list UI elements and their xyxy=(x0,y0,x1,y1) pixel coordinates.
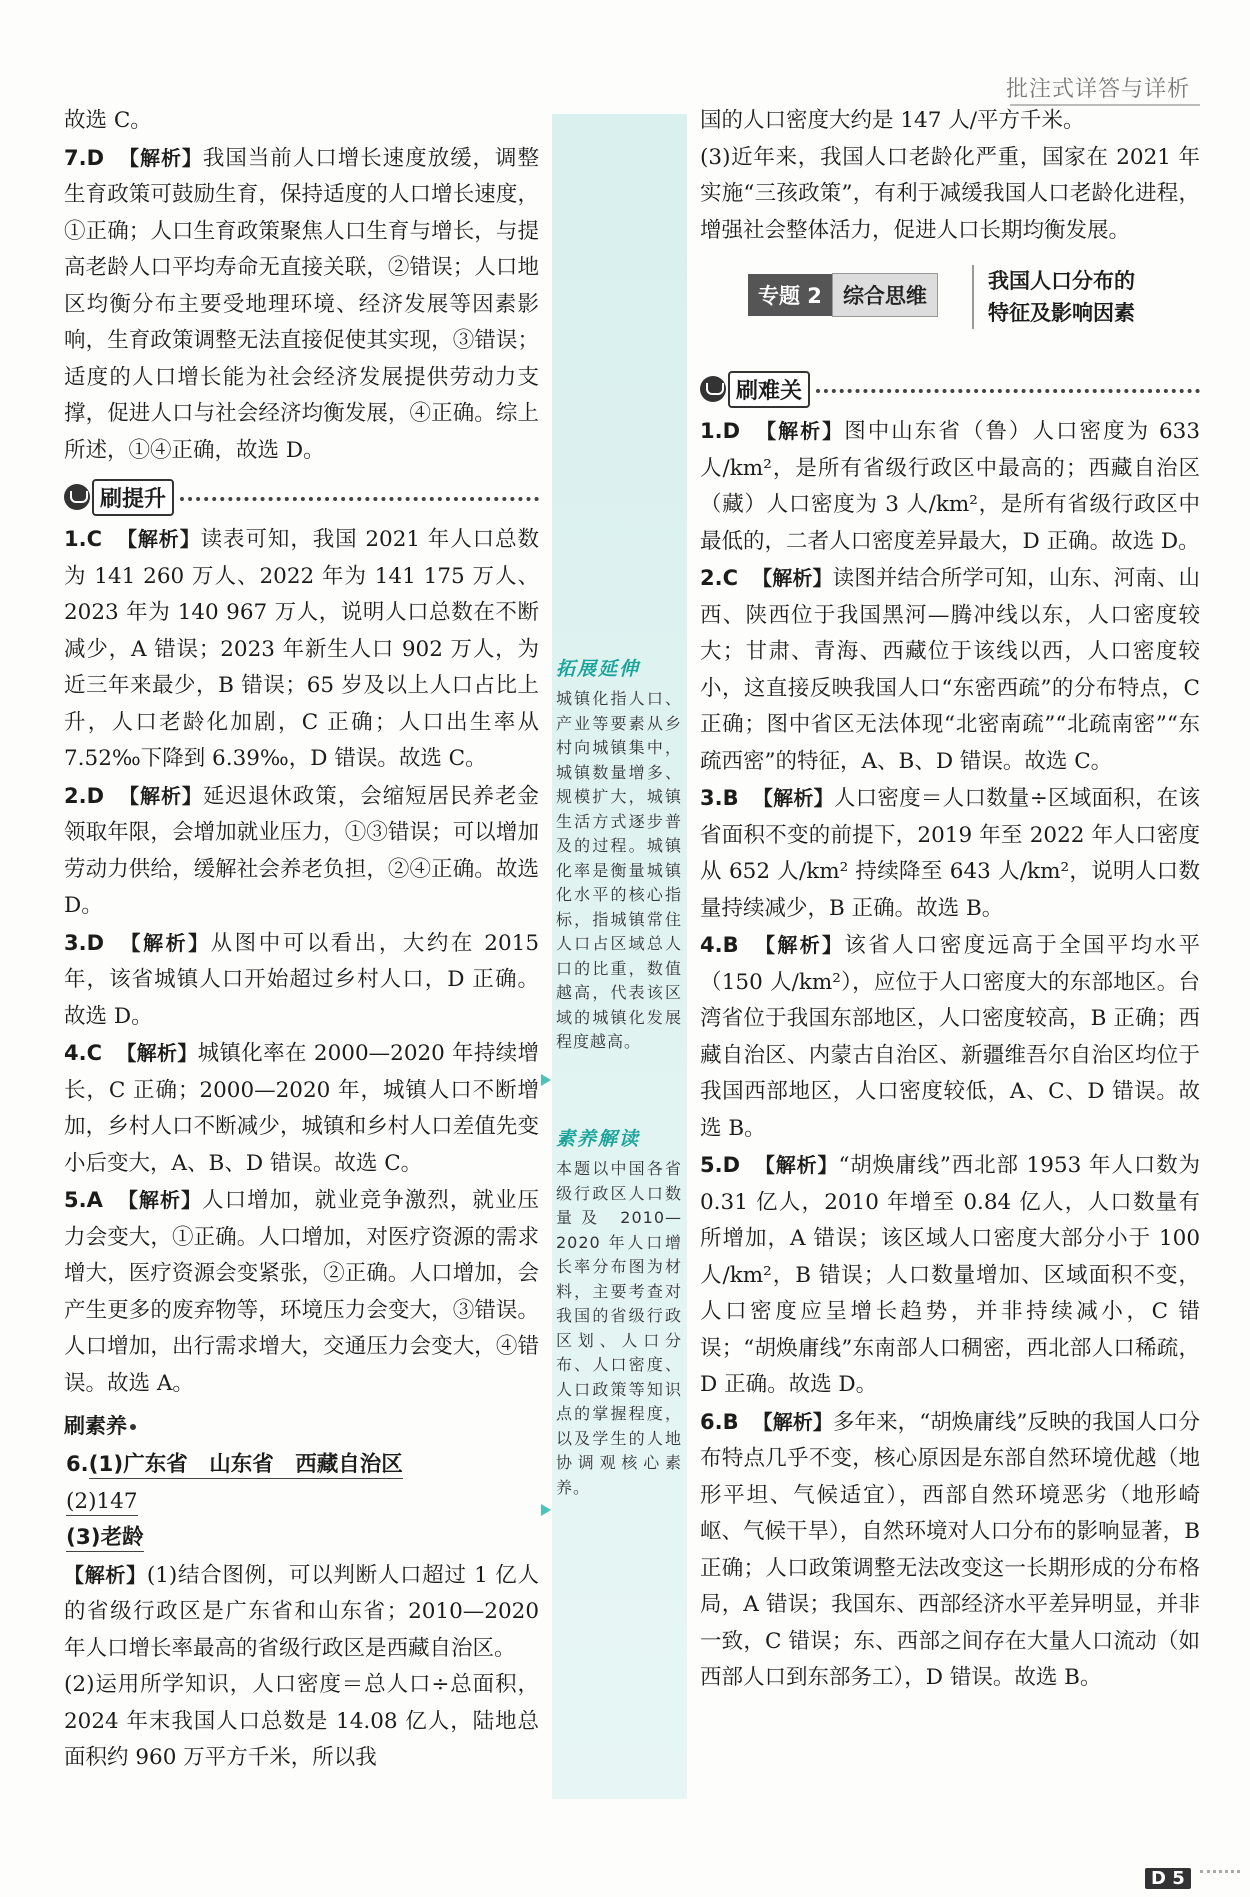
analysis-text: “胡焕庸线”西北部 1953 年人口数为 0.31 亿人，2010 年增至 0.84 亿人，人口数量有所增加，A 错误；该区域人口密度大部分小于 100 人/km²，B 错误；人口数量增加、区域面积不变，人口密度应呈增长趋势，并非持续减小，C 错误；“胡焕庸线”东南部人口稠密，西北部人口稀疏，D 正确。故选 D。 xyxy=(700,1153,1201,1397)
item-answer: (1)广东省 山东省 西藏自治区 xyxy=(88,1452,403,1477)
analysis-text: 读图并结合所学可知，山东、河南、山西、陕西位于我国黑河—腾冲线以东，人口密度较大；甘肃、青海、西藏位于该线以西，人口密度较小，这直接反映我国人口“东密西疏”的分布特点，C 正确；图中省区无法体现“北密南疏”“北疏南密”“东疏西密”的特征，A、B、D 错误。故选 C。 xyxy=(700,566,1200,774)
header-title: 批注式详答与详析 xyxy=(1005,77,1190,102)
extension-note-text: 城镇化指人口、产业等要素从乡村向城镇集中，城镇数量增多、规模扩大，城镇生活方式逐步普及的过程。城镇化率是衡量城镇化水平的核心指标，指城镇常住人口占区域总人口的比重，数值越高，代表该区域的城镇化发展程度越高。 xyxy=(556,689,682,1051)
side-note-column xyxy=(552,114,687,1799)
answer-item-3 xyxy=(700,780,1200,927)
item-answer: B xyxy=(722,786,739,810)
analysis-tag: 【解析】 xyxy=(752,566,833,590)
extension-note xyxy=(556,654,682,1055)
item-number: 4. xyxy=(64,1041,87,1065)
answer-text: 故选 C。 xyxy=(64,108,152,133)
topic-title xyxy=(972,265,1135,329)
brush-icon xyxy=(700,376,726,402)
section-label: 刷提升 xyxy=(92,479,174,516)
item-answer: D xyxy=(86,783,105,808)
item-answer: (3)老龄 xyxy=(66,1525,144,1550)
item-answer: D xyxy=(722,419,741,443)
item-answer: (2)147 xyxy=(66,1488,138,1514)
topic-label-box xyxy=(748,273,938,317)
literacy-note-text: 本题以中国各省级行政区人口数量及 2010—2020 年人口增长率分布图为材料，主要考查对我国的省级行政区划、人口分布、人口密度、人口政策等知识点的掌握程度，以及学生的人地协调观核心素养。 xyxy=(556,1159,682,1497)
item-answer: B xyxy=(722,933,739,957)
topic-category: 综合思维 xyxy=(832,273,938,317)
item-answer-2 xyxy=(64,1484,539,1521)
dotted-rule xyxy=(180,497,539,501)
dot-icon xyxy=(130,1424,136,1430)
item-answer: C xyxy=(722,566,739,590)
answer-item-7 xyxy=(64,140,539,470)
analysis-tag: 【解析】 xyxy=(752,786,834,810)
section-header-hard xyxy=(700,367,1200,411)
section-label: 刷素养 xyxy=(64,1414,127,1438)
right-column xyxy=(700,103,1200,1697)
answer-item-3 xyxy=(64,925,539,1036)
analysis-text: (2)运用所学知识，人口密度＝总人口÷总面积，2024 年末我国人口总数是 14.08 亿人，陆地总面积约 960 万平方千米，所以我 xyxy=(64,1672,539,1770)
analysis-tag: 【解析】 xyxy=(752,1409,833,1434)
answer-item-1 xyxy=(64,521,539,778)
analysis-text: 该省人口密度远高于全国平均水平（150 人/km²），应位于人口密度大的东部地区。台湾省位于我国东部地区，人口密度较高，B 正确；西藏自治区、内蒙古自治区、新疆维吾尔自治区均位于我国西部地区，人口密度较低，A、C、D 错误。故选 B。 xyxy=(700,933,1200,1141)
analysis-text: 我国当前人口增长速度放缓，调整生育政策可鼓励生育，保持适度的人口增长速度，①正确；人口生育政策聚焦人口生育与增长，与提高老龄人口平均寿命无直接关联，②错误；人口地区均衡分布主要受地理环境、经济发展等因素影响，生育政策调整无法直接促使其实现，③错误；适度的人口增长能为社会经济发展提供劳动力支撑，促进人口与社会经济均衡发展，④正确。综上所述，①④正确，故选 D。 xyxy=(64,145,539,463)
item-number: 2. xyxy=(64,783,87,808)
item-answer: D xyxy=(86,930,105,955)
analysis-text: 延迟退休政策，会缩短居民养老金领取年限，会增加就业压力，①③错误；可以增加劳动力供给，缓解社会养老负担，②④正确。故选 D。 xyxy=(64,783,539,918)
answer-item-6 xyxy=(700,1404,1200,1697)
answer-text: 国的人口密度大约是 147 人/平方千米。 xyxy=(700,108,1085,133)
analysis-text: 人口密度＝人口数量÷区域面积，在该省面积不变的前提下，2019 年至 2022 年人口密度从 652 人/km² 持续降至 643 人/km²，说明人口数量持续减少，B 正确。故选 B。 xyxy=(700,786,1200,921)
answer-item-4 xyxy=(700,927,1200,1147)
analysis-text: (1)结合图例，可以判断人口超过 1 亿人的省级行政区是广东省和山东省；2010—2020 年人口增长率最高的省级行政区是西藏自治区。 xyxy=(64,1562,540,1661)
item-number: 1. xyxy=(64,527,87,551)
answer-item-6 xyxy=(64,1446,539,1484)
literacy-note xyxy=(556,1124,682,1500)
analysis-text: 图中山东省（鲁）人口密度为 633 人/km²，是所有省级行政区中最高的；西藏自治区（藏）人口密度为 3 人/km²，是所有省级行政区中最低的，二者人口密度差异最大，D 正确。故选 D。 xyxy=(700,419,1200,554)
analysis-tag: 【解析】 xyxy=(754,419,845,443)
section-label: 刷难关 xyxy=(728,371,810,408)
item-answer: C xyxy=(86,527,103,551)
analysis-text: 从图中可以看出，大约在 2015 年，该省城镇人口开始超过乡村人口，D 正确。故选 D。 xyxy=(64,930,539,1029)
item-number: 6. xyxy=(66,1452,89,1476)
item-number: 3. xyxy=(700,786,723,810)
analysis-tag: 【解析】 xyxy=(754,1153,839,1177)
answer-item-5 xyxy=(700,1147,1200,1404)
item-answer: A xyxy=(86,1188,103,1212)
answer-text: (3)近年来，我国人口老龄化严重，国家在 2021 年实施“三孩政策”，有利于减缓我国人口老龄化进程，增强社会整体活力，促进人口长期均衡发展。 xyxy=(700,144,1200,243)
analysis-paragraph xyxy=(64,1667,539,1777)
analysis-tag: 【解析】 xyxy=(118,783,203,808)
analysis-text: 人口增加，就业竞争激烈，就业压力会变大，①正确。人口增加，对医疗资源的需求增大，医疗资源会变紧张，②正确。人口增加，会产生更多的废弃物等，环境压力会变大，③错误。人口增加，出行需求增大，交通压力会变大，④错误。故选 A。 xyxy=(64,1188,539,1396)
section-header-literacy xyxy=(64,1410,539,1440)
analysis-paragraph xyxy=(64,1557,539,1668)
item-number: 2. xyxy=(700,566,723,590)
item-number: 7. xyxy=(64,145,87,170)
analysis-text: 多年来，“胡焕庸线”反映的我国人口分布特点几乎不变，核心原因是东部自然环境优越（地形平坦、气候适宜），西部自然环境恶劣（地形崎岖、气候干旱），自然环境对人口分布的影响显著，B 正确；人口政策调整无法改变这一长期形成的分布格局，A 错误；我国东、西部经济水平差异明显，并非一致，C 错误；东、西部之间存在大量人口流动（如西部人口到东部务工），D 错误。故选 B。 xyxy=(700,1409,1200,1690)
analysis-tag: 【解析】 xyxy=(116,1188,203,1212)
answer-item-2 xyxy=(64,778,539,925)
analysis-tag: 【解析】 xyxy=(116,1041,198,1065)
analysis-tag: 【解析】 xyxy=(116,527,201,551)
topic-title-line: 我国人口分布的 xyxy=(988,269,1135,293)
analysis-tag: 【解析】 xyxy=(64,1562,147,1587)
item-answer: D xyxy=(722,1153,741,1177)
analysis-tag: 【解析】 xyxy=(118,145,203,170)
item-answer: B xyxy=(722,1409,739,1434)
analysis-text: 读表可知，我国 2021 年人口总数为 141 260 万人、2022 年为 141 175 万人、2023 年为 140 967 万人，说明人口总数在不断减少，A 错误；2023 年新生人口 902 万人，为近三年来最少，B 错误；65 岁及以上人口占比上升，人口老龄化加剧，C 正确；人口出生率从 7.52‰下降到 6.39‰，D 错误。故选 C。 xyxy=(64,527,539,771)
pointer-arrow-icon xyxy=(541,1504,551,1516)
page-corner-dots xyxy=(1200,1870,1240,1893)
brush-icon xyxy=(64,484,90,510)
answer-item-2 xyxy=(700,560,1200,780)
pointer-arrow-icon xyxy=(541,1074,551,1086)
item-number: 6. xyxy=(700,1409,723,1434)
dotted-rule xyxy=(816,389,1200,393)
analysis-tag: 【解析】 xyxy=(752,933,845,957)
analysis-text: 城镇化率在 2000—2020 年持续增长，C 正确；2000—2020 年，城镇人口不断增加，乡村人口不断减少，城镇和乡村人口差值先变小后变大，A、B、D 错误。故选 C。 xyxy=(64,1041,539,1176)
extension-note-title: 拓展延伸 xyxy=(556,658,641,680)
item-number: 1. xyxy=(700,419,723,443)
answer-item-1 xyxy=(700,413,1200,560)
item-number: 4. xyxy=(700,933,723,957)
section-header-improve xyxy=(64,475,539,519)
left-column xyxy=(64,103,539,1777)
topic-banner xyxy=(700,263,1200,353)
analysis-tag: 【解析】 xyxy=(118,930,211,955)
literacy-note-title: 素养解读 xyxy=(556,1128,641,1150)
item-answer: D xyxy=(86,145,105,170)
page-number: D 5 xyxy=(1145,1868,1191,1889)
item-number: 5. xyxy=(700,1153,723,1177)
item-number: 5. xyxy=(64,1188,87,1212)
answer-item-5 xyxy=(64,1182,539,1402)
topic-number: 专题 2 xyxy=(748,274,832,316)
topic-title-line: 特征及影响因素 xyxy=(988,301,1135,325)
answer-item-4 xyxy=(64,1035,539,1182)
item-answer: C xyxy=(86,1041,103,1065)
item-number: 3. xyxy=(64,930,87,955)
item-answer-3 xyxy=(64,1520,539,1557)
